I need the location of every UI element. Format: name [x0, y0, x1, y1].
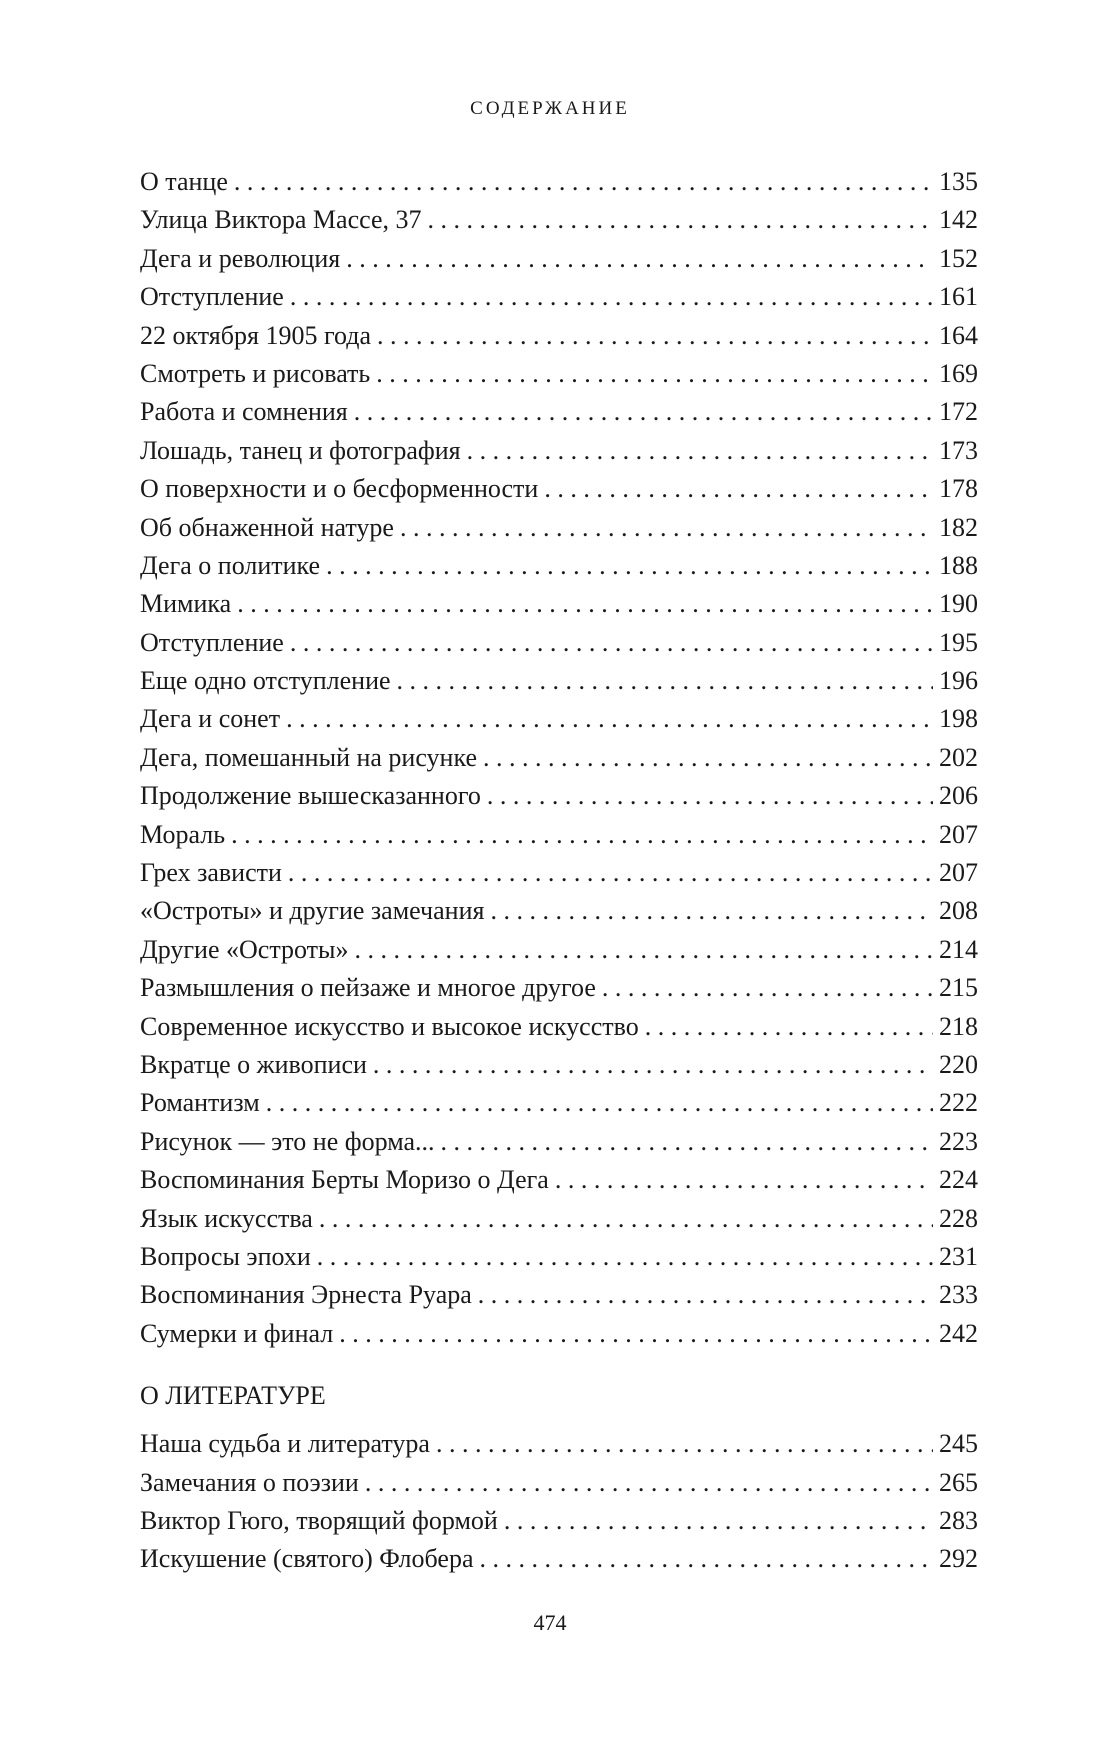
dot-leader: [436, 1429, 933, 1459]
dot-leader: [237, 589, 933, 619]
toc-entry-title: Замечания о поэзии: [140, 1467, 359, 1497]
toc-entry-page: 207: [939, 819, 978, 849]
toc-entry-title: Дега и революция: [140, 243, 341, 273]
toc-entry: [140, 743, 978, 781]
toc-entry-title: Мораль: [140, 819, 226, 849]
dot-leader: [645, 1012, 933, 1042]
toc-entry: [140, 1544, 978, 1582]
toc-entry: [140, 589, 978, 627]
toc-entry-page: 206: [939, 781, 978, 811]
dot-leader: [490, 896, 933, 926]
dot-leader: [234, 167, 933, 197]
toc-entry-page: 142: [939, 205, 978, 235]
toc-entry: [140, 628, 978, 666]
dot-leader: [290, 282, 933, 312]
toc-entry-title: «Остроты» и другие замечания: [140, 896, 485, 926]
toc-entry-page: 233: [939, 1280, 978, 1310]
toc-entry-page: 173: [939, 435, 978, 465]
toc-entry-page: 195: [939, 627, 978, 657]
toc-entry-page: 223: [939, 1126, 978, 1156]
toc-entry-title: Мимика: [140, 589, 232, 619]
toc-entry-page: 182: [939, 512, 978, 542]
toc-entry-title: Дега о политике: [140, 550, 321, 580]
toc-entry: [140, 973, 978, 1011]
toc-entry: [140, 321, 978, 359]
running-head: СОДЕРЖАНИЕ: [470, 98, 630, 119]
dot-leader: [266, 1088, 933, 1118]
toc-entry-title: Вкратце о живописи: [140, 1049, 367, 1079]
toc-entry-page: 215: [939, 973, 978, 1003]
toc-entry-title: Рисунок — это не форма...: [140, 1126, 435, 1156]
toc-entry: [140, 551, 978, 589]
toc-entry: [140, 282, 978, 320]
dot-leader: [504, 1506, 933, 1536]
dot-leader: [355, 935, 934, 965]
dot-leader: [339, 1319, 933, 1349]
toc-entry-page: 190: [939, 589, 978, 619]
toc-entry-title: Искушение (святого) Флобера: [140, 1544, 474, 1574]
toc-entry: [140, 1242, 978, 1280]
dot-leader: [555, 1165, 933, 1195]
toc-entry-title: 22 октября 1905 года: [140, 320, 371, 350]
toc-entry-title: Еще одно отступление: [140, 666, 391, 696]
toc-entry-title: Грех зависти: [140, 858, 282, 888]
toc-entry: [140, 1280, 978, 1318]
toc-entry-page: 202: [939, 742, 978, 772]
toc-entry-page: 222: [939, 1088, 978, 1118]
toc-entry: [140, 704, 978, 742]
toc-entry-page: 214: [939, 934, 978, 964]
toc-entry: [140, 1204, 978, 1242]
toc-entry-title: Современное искусство и высокое искусство: [140, 1011, 639, 1041]
toc-entry-title: Продолжение вышесказанного: [140, 781, 481, 811]
toc-entry-page: 220: [939, 1049, 978, 1079]
toc-entry: [140, 167, 978, 205]
toc-entry-title: Воспоминания Эрнеста Руара: [140, 1280, 472, 1310]
toc-entry-title: Размышления о пейзаже и многое другое: [140, 973, 596, 1003]
toc-entry: [140, 436, 978, 474]
dot-leader: [286, 704, 933, 734]
toc-entry: [140, 1319, 978, 1357]
toc-entry-title: О танце: [140, 167, 228, 196]
toc-list-art: [140, 167, 978, 1357]
toc-entry-page: 172: [939, 397, 978, 427]
dot-leader: [478, 1280, 933, 1310]
dot-leader: [377, 321, 933, 351]
toc-entry-title: Отступление: [140, 282, 284, 312]
dot-leader: [467, 436, 933, 466]
dot-leader: [290, 628, 933, 658]
toc-entry-title: Улица Виктора Массе, 37: [140, 205, 422, 235]
dot-leader: [400, 513, 933, 543]
toc-entry-title: Смотреть и рисовать: [140, 358, 371, 388]
toc-entry-title: Виктор Гюго, творящий формой: [140, 1505, 498, 1535]
toc-entry-title: Воспоминания Берты Моризо о Дега: [140, 1165, 549, 1195]
dot-leader: [487, 781, 933, 811]
dot-leader: [483, 743, 933, 773]
toc-list-literature: [140, 1429, 978, 1583]
toc-entry-page: 265: [939, 1467, 978, 1497]
toc-entry-page: 231: [939, 1241, 978, 1271]
dot-leader: [479, 1544, 933, 1574]
dot-leader: [373, 1050, 933, 1080]
section-heading: О ЛИТЕРАТУРЕ: [140, 1381, 326, 1411]
toc-entry-page: 135: [939, 167, 978, 196]
dot-leader: [365, 1468, 933, 1498]
toc-entry: [140, 1506, 978, 1544]
toc-entry: [140, 935, 978, 973]
toc-entry: [140, 474, 978, 512]
dot-leader: [346, 244, 933, 274]
dot-leader: [376, 359, 933, 389]
toc-entry-page: 152: [939, 243, 978, 273]
toc-entry-page: 196: [939, 666, 978, 696]
toc-entry: [140, 359, 978, 397]
dot-leader: [326, 551, 933, 581]
toc-entry: [140, 858, 978, 896]
dot-leader: [319, 1204, 933, 1234]
dot-leader: [231, 820, 933, 850]
dot-leader: [354, 397, 933, 427]
dot-leader: [602, 973, 933, 1003]
toc-entry: [140, 820, 978, 858]
toc-entry-title: Наша судьба и литература: [140, 1429, 430, 1459]
toc-entry: [140, 244, 978, 282]
toc-entry-page: 218: [939, 1011, 978, 1041]
toc-entry-title: Отступление: [140, 627, 284, 657]
dot-leader: [441, 1127, 933, 1157]
table-of-contents: [140, 167, 978, 1583]
toc-entry-page: 228: [939, 1203, 978, 1233]
toc-entry-page: 188: [939, 550, 978, 580]
page-number: 474: [533, 1610, 567, 1635]
toc-entry-page: 198: [939, 704, 978, 734]
toc-entry-title: Об обнаженной натуре: [140, 512, 394, 542]
toc-entry-page: 242: [939, 1318, 978, 1348]
toc-entry-title: О поверхности и о бесформенности: [140, 474, 539, 504]
toc-entry-title: Другие «Остроты»: [140, 934, 349, 964]
toc-entry-page: 164: [939, 320, 978, 350]
toc-entry-page: 161: [939, 282, 978, 312]
toc-entry-page: 208: [939, 896, 978, 926]
toc-entry: [140, 896, 978, 934]
toc-entry: [140, 1165, 978, 1203]
toc-entry: [140, 666, 978, 704]
toc-entry-page: 292: [939, 1544, 978, 1574]
toc-entry-title: Сумерки и финал: [140, 1318, 334, 1348]
toc-entry: [140, 205, 978, 243]
toc-entry-page: 207: [939, 858, 978, 888]
toc-entry: [140, 1012, 978, 1050]
toc-entry: [140, 1429, 978, 1467]
toc-entry-page: 169: [939, 358, 978, 388]
toc-entry-title: Романтизм: [140, 1088, 260, 1118]
toc-entry: [140, 1127, 978, 1165]
toc-entry-title: Дега и сонет: [140, 704, 281, 734]
dot-leader: [288, 858, 933, 888]
dot-leader: [397, 666, 933, 696]
toc-entry-title: Дега, помешанный на рисунке: [140, 742, 477, 772]
dot-leader: [544, 474, 933, 504]
toc-entry-title: Язык искусства: [140, 1203, 313, 1233]
toc-entry: [140, 1050, 978, 1088]
toc-entry-title: Работа и сомнения: [140, 397, 348, 427]
toc-entry-page: 245: [939, 1429, 978, 1459]
toc-entry-page: 178: [939, 474, 978, 504]
toc-entry: [140, 1468, 978, 1506]
dot-leader: [317, 1242, 933, 1272]
toc-entry-page: 224: [939, 1165, 978, 1195]
toc-entry: [140, 397, 978, 435]
toc-entry-title: Вопросы эпохи: [140, 1241, 311, 1271]
toc-entry: [140, 513, 978, 551]
dot-leader: [428, 205, 933, 235]
toc-entry: [140, 1088, 978, 1126]
toc-entry-title: Лошадь, танец и фотография: [140, 435, 461, 465]
toc-entry: [140, 781, 978, 819]
toc-entry-page: 283: [939, 1505, 978, 1535]
